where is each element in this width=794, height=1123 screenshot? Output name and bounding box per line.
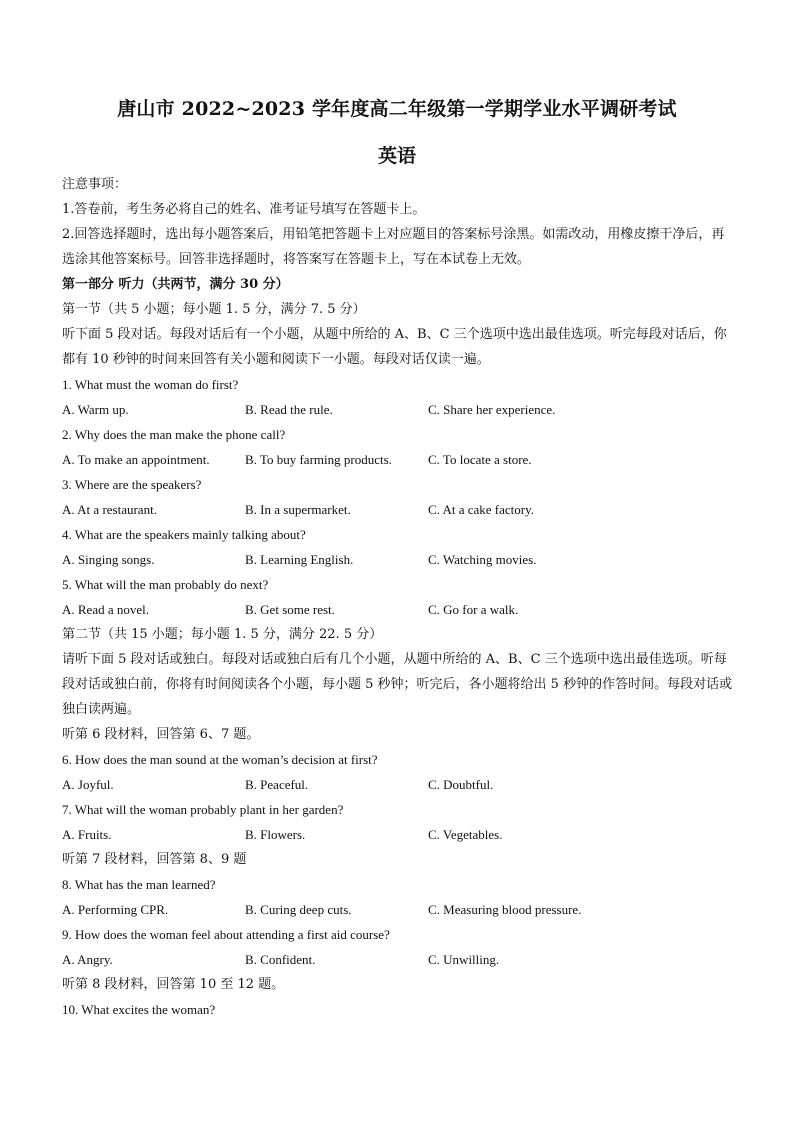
option-c: C. Doubtful.	[428, 777, 494, 792]
option-c: C. To locate a store.	[428, 452, 532, 467]
option-a: A. Performing CPR.	[62, 902, 169, 917]
option-b: B. Read the rule.	[245, 402, 333, 417]
question-10: 10. What excites the woman?	[62, 1002, 216, 1017]
question-4: 4. What are the speakers mainly talking about?	[62, 527, 306, 542]
options-3	[62, 497, 734, 522]
option-b: B. Get some rest.	[245, 602, 335, 617]
section2-heading: 第二节（共 15 小题；每小题 1. 5 分，满分 22. 5 分）	[62, 627, 383, 642]
subject-title: 英语	[377, 145, 416, 167]
exam-body	[62, 172, 734, 1022]
options-1	[62, 397, 734, 422]
option-b: B. In a supermarket.	[245, 502, 351, 517]
option-b: B. Learning English.	[245, 552, 354, 567]
question-7: 7. What will the woman probably plant in her garden?	[62, 802, 344, 817]
option-a: A. Read a novel.	[62, 602, 150, 617]
option-b: B. Flowers.	[245, 827, 306, 842]
options-8	[62, 897, 734, 922]
section1-instructions: 听下面 5 段对话。每段对话后有一个小题，从题中所给的 A、B、C 三个选项中选出最佳选项。听完每段对话后，你都有 10 秒钟的时间来回答有关小题和阅读下一小题。每段对话仅读一遍。	[62, 327, 727, 367]
options-6	[62, 772, 734, 797]
exam-title: 唐山市 2022~2023 学年度高二年级第一学期学业水平调研考试	[117, 98, 677, 120]
options-2	[62, 447, 734, 472]
option-c: C. Go for a walk.	[428, 602, 519, 617]
question-8: 8. What has the man learned?	[62, 877, 216, 892]
notice-item-2: 2.回答选择题时，选出每小题答案后，用铅笔把答题卡上对应题目的答案标号涂黑。如需改动，用橡皮擦干净后，再选涂其他答案标号。回答非选择题时，将答案写在答题卡上，写在本试卷上无效。	[62, 227, 725, 267]
part1-heading: 第一部分 听力（共两节，满分 30 分）	[62, 277, 289, 292]
option-c: C. At a cake factory.	[428, 502, 534, 517]
option-a: A. At a restaurant.	[62, 502, 157, 517]
option-b: B. To buy farming products.	[245, 452, 392, 467]
option-a: A. Singing songs.	[62, 552, 155, 567]
section1-heading: 第一节（共 5 小题；每小题 1. 5 分，满分 7. 5 分）	[62, 302, 366, 317]
option-c: C. Measuring blood pressure.	[428, 902, 582, 917]
option-c: C. Share her experience.	[428, 402, 556, 417]
question-1: 1. What must the woman do first?	[62, 377, 239, 392]
question-2: 2. Why does the man make the phone call?	[62, 427, 286, 442]
options-7	[62, 822, 734, 847]
option-a: A. Fruits.	[62, 827, 112, 842]
question-9: 9. How does the woman feel about attending a first aid course?	[62, 927, 390, 942]
option-c: C. Watching movies.	[428, 552, 537, 567]
option-a: A. Joyful.	[62, 777, 114, 792]
option-a: A. Warm up.	[62, 402, 129, 417]
notice-item-1: 1.答卷前，考生务必将自己的姓名、准考证号填写在答题卡上。	[62, 202, 426, 217]
option-b: B. Curing deep cuts.	[245, 902, 352, 917]
question-6: 6. How does the man sound at the woman’s decision at first?	[62, 752, 378, 767]
group-7-heading: 听第 7 段材料，回答第 8、9 题	[62, 852, 247, 867]
option-a: A. To make an appointment.	[62, 452, 210, 467]
options-5	[62, 597, 734, 622]
notice-heading: 注意事项：	[62, 177, 128, 192]
option-a: A. Angry.	[62, 952, 113, 967]
option-b: B. Peaceful.	[245, 777, 309, 792]
question-3: 3. Where are the speakers?	[62, 477, 202, 492]
option-c: C. Vegetables.	[428, 827, 503, 842]
group-8-heading: 听第 8 段材料，回答第 10 至 12 题。	[62, 977, 285, 992]
option-c: C. Unwilling.	[428, 952, 500, 967]
section2-instructions: 请听下面 5 段对话或独白。每段对话或独白后有几个小题，从题中所给的 A、B、C 三个选项中选出最佳选项。听每段对话或独白前，你将有时间阅读各个小题，每小题 5 秒钟；听完后，各小题将给出 5 秒钟的作答时间。每段对话或独白读两遍。	[62, 652, 733, 717]
group-6-heading: 听第 6 段材料，回答第 6、7 题。	[62, 727, 260, 742]
options-9	[62, 947, 734, 972]
option-b: B. Confident.	[245, 952, 316, 967]
options-4	[62, 547, 734, 572]
question-5: 5. What will the man probably do next?	[62, 577, 269, 592]
